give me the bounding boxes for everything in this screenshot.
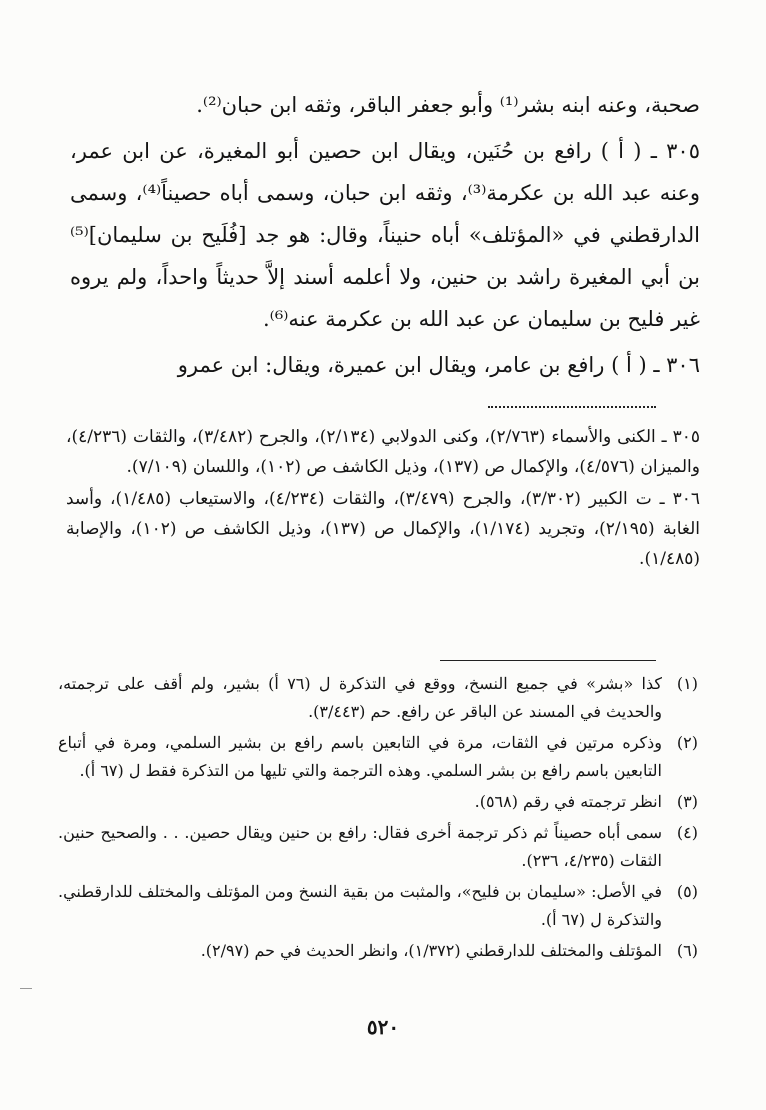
entry-306: ٣٠٦ ـ ( أ ) رافع بن عامر، ويقال ابن عميرة، ويقال: ابن عمرو [177,353,700,377]
footnote-text: سمى أباه حصيناً ثم ذكر ترجمة أخرى فقال: رافع بن حنين ويقال حصين. . . والصحيح حنين. الثقات (٤/٢٣٥، ٢٣٦). [58,823,662,870]
footnote-text: كذا «بشر» في جميع النسخ، ووقع في التذكرة ل (٧٦ أ) بشير، ولم أقف على ترجمته، والحديث في المسند عن الباقر عن رافع. حم (٣/٤٤٣). [58,674,663,721]
reference-306: ٣٠٦ ـ ت الكبير (٣/٣٠٢)، والجرح (٣/٤٧٩)، والثقات (٤/٢٣٤)، والاستيعاب (١/٤٨٥)، وأسد الغابة (٢/١٩٥)، وتجريد (١/١٧٤)، والإكمال ص (١٣٧)، وذيل الكاشف ص (١٠٢)، والإصابة (١/٤٨٥). [66,489,701,569]
entry-305: ٣٠٥ ـ ( أ ) رافع بن حُنَين، ويقال ابن حصين أبو المغيرة، عن ابن عمر، وعنه عبد الله بن عكرمة⁽³⁾، وثقه ابن حبان، وسمى أباه حصيناً⁽⁴⁾، وسمى الدارقطني في «المؤتلف» أباه حنيناً، وقال: هو جد [فُلَيح بن سليمان]⁽⁵⁾ بن أبي المغيرة راشد بن حنين، ولا أعلمه أسند إلاَّ حديثاً واحداً، ولم يروه غير فليح بن سليمان عن عبد الله بن عكرمة عنه⁽⁶⁾. [70,139,700,331]
footnote-number: (٦) [676,941,698,960]
references-block [66,422,700,576]
main-text [70,84,700,386]
footnote [58,670,698,726]
footnote-text: وذكره مرتين في الثقات، مرة في التابعين باسم رافع بن بشير السلمي، ومرة في أتباع التابعين باسم رافع بن بشر السلمي. وهذه الترجمة والتي تليها من التذكرة فقط ل (٦٧ أ). [58,733,662,780]
footnotes [58,670,698,968]
footnote-number: (٥) [676,882,698,901]
footnote-text: المؤتلف والمختلف للدارقطني (١/٣٧٢)، وانظر الحديث في حم (٢/٩٧). [200,941,662,960]
footnote-text: في الأصل: «سليمان بن فليح»، والمثبت من بقية النسخ ومن المؤتلف والمختلف للدارقطني. والتذكرة ل (٦٧ أ). [58,882,662,929]
footnote [58,878,698,934]
continuation-dots [488,406,656,408]
reference-305: ٣٠٥ ـ الكنى والأسماء (٢/٧٦٣)، وكنى الدولابي (٢/١٣٤)، والجرح (٣/٤٨٢)، والثقات (٤/٢٣٦)، والميزان (٤/٥٧٦)، والإكمال ص (١٣٧)، وذيل الكاشف ص (١٠٢)، واللسان (٧/١٠٩). [66,427,700,477]
footnote [58,788,698,816]
footnote [58,729,698,785]
scan-edge-mark [20,988,32,989]
footnote-number: (٤) [676,823,698,842]
footnote-number: (١) [676,674,698,693]
footnote-number: (٣) [676,792,698,811]
footnote [58,819,698,875]
footnote-number: (٢) [676,733,698,752]
footnote-separator [440,660,656,661]
footnote [58,937,698,965]
page-number: ٥٢٠ [366,1015,400,1039]
footnote-text: انظر ترجمته في رقم (٥٦٨). [474,792,662,811]
paragraph-top: صحبة، وعنه ابنه بشر⁽¹⁾ وأبو جعفر الباقر، وثقه ابن حبان⁽²⁾. [196,93,700,117]
